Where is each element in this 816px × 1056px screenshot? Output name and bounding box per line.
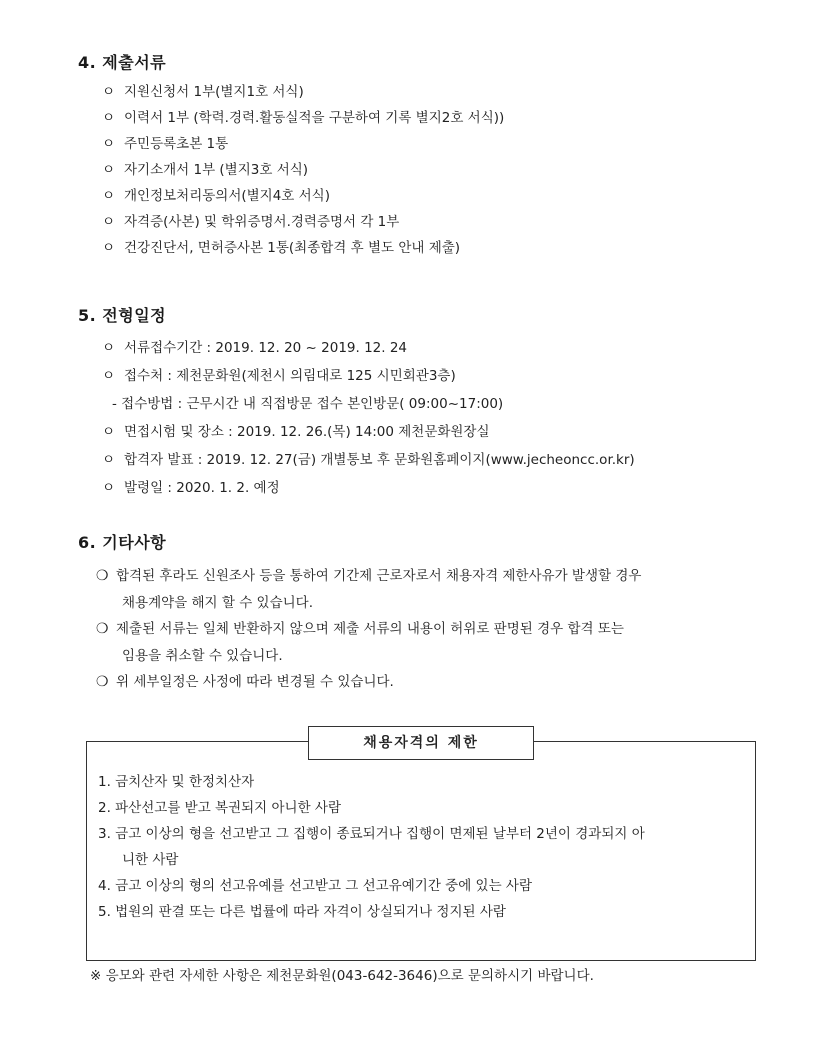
list-item: ㅇ 면접시험 및 장소 : 2019. 12. 26.(목) 14:00 제천문화원장실 — [102, 424, 490, 440]
list-item: ㅇ 합격자 발표 : 2019. 12. 27(금) 개별통보 후 문화원홈페이지(www.jecheoncc.or.kr) — [102, 452, 635, 468]
restriction-item: 1. 금치산자 및 한정치산자 — [98, 774, 255, 790]
section-6-heading: 6. 기타사항 — [78, 533, 167, 552]
section-5-heading: 5. 전형일정 — [78, 306, 167, 325]
list-item: ㅇ 발령일 : 2020. 1. 2. 예정 — [102, 480, 280, 496]
contact-footnote: ※ 응모와 관련 자세한 사항은 제천문화원(043-642-3646)으로 문의하시기 바랍니다. — [90, 968, 594, 984]
restriction-item: 2. 파산선고를 받고 복권되지 아니한 사람 — [98, 800, 341, 816]
list-item: ㅇ 이력서 1부 (학력.경력.활동실적을 구분하여 기록 별지2호 서식)) — [102, 110, 505, 126]
list-item: ㅇ 주민등록초본 1통 — [102, 136, 229, 152]
list-item: ㅇ 건강진단서, 면허증사본 1통(최종합격 후 별도 안내 제출) — [102, 240, 461, 256]
list-item: ❍ 제출된 서류는 일체 반환하지 않으며 제출 서류의 내용이 허위로 판명된 경우 합격 또는 — [96, 621, 624, 637]
restriction-item: 3. 금고 이상의 형을 선고받고 그 집행이 종료되거나 집행이 면제된 날부터 2년이 경과되지 아 — [98, 826, 645, 842]
restriction-item-continuation: 니한 사람 — [122, 852, 179, 868]
section-4-heading: 4. 제출서류 — [78, 53, 167, 72]
restriction-item: 5. 법원의 판결 또는 다른 법률에 따라 자격이 상실되거나 정지된 사람 — [98, 904, 506, 920]
list-item-continuation: 임용을 취소할 수 있습니다. — [122, 648, 283, 664]
restriction-box-title: 채용자격의 제한 — [308, 726, 534, 760]
list-item: - 접수방법 : 근무시간 내 직접방문 접수 본인방문( 09:00~17:00) — [112, 396, 504, 412]
list-item: ㅇ 접수처 : 제천문화원(제천시 의림대로 125 시민회관3층) — [102, 368, 456, 384]
restriction-item: 4. 금고 이상의 형의 선고유예를 선고받고 그 선고유예기간 중에 있는 사람 — [98, 878, 532, 894]
list-item: ❍ 위 세부일정은 사정에 따라 변경될 수 있습니다. — [96, 674, 394, 690]
list-item-continuation: 채용계약을 해지 할 수 있습니다. — [122, 595, 313, 611]
list-item: ㅇ 자격증(사본) 및 학위증명서.경력증명서 각 1부 — [102, 214, 400, 230]
list-item: ㅇ 지원신청서 1부(별지1호 서식) — [102, 84, 304, 100]
list-item: ㅇ 개인정보처리동의서(별지4호 서식) — [102, 188, 330, 204]
list-item: ㅇ 서류접수기간 : 2019. 12. 20 ~ 2019. 12. 24 — [102, 340, 408, 356]
list-item: ❍ 합격된 후라도 신원조사 등을 통하여 기간제 근로자로서 채용자격 제한사유가 발생할 경우 — [96, 568, 642, 584]
list-item: ㅇ 자기소개서 1부 (별지3호 서식) — [102, 162, 309, 178]
